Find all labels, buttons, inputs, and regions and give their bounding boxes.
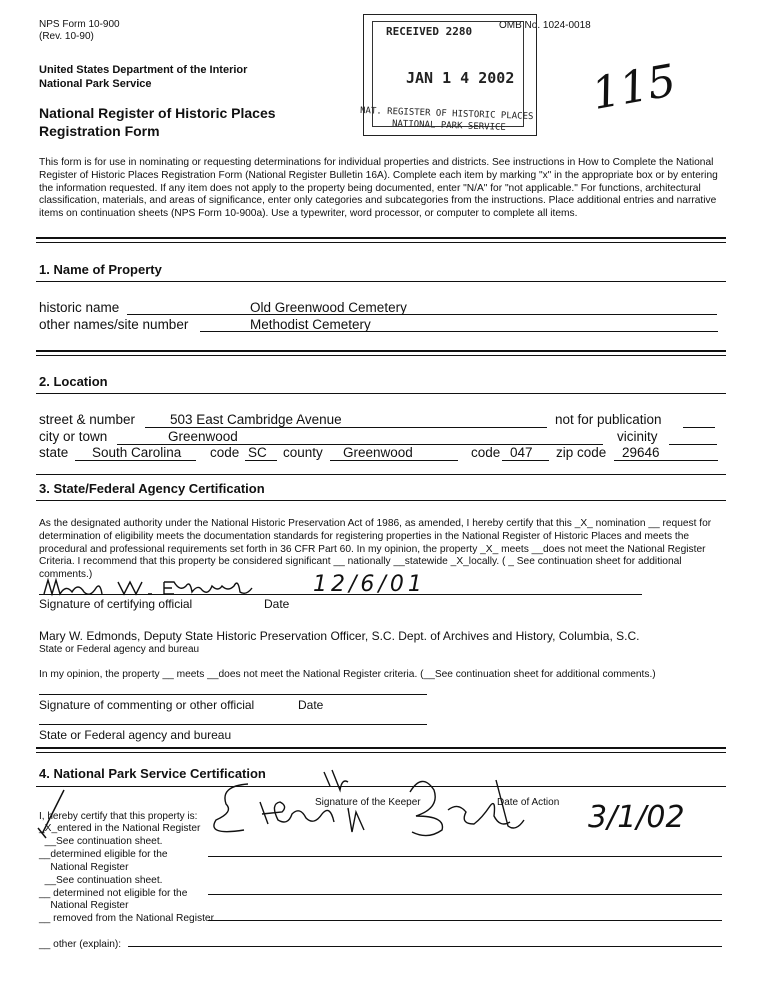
- state-label: state: [39, 445, 69, 460]
- option-see-continuation-2[interactable]: __See continuation sheet.: [39, 874, 163, 886]
- stamp-date: JAN 1 4 2002: [406, 69, 515, 87]
- zip-field[interactable]: 29646: [622, 445, 660, 460]
- divider: [36, 474, 726, 475]
- county-label: county: [283, 445, 323, 460]
- vicinity-field[interactable]: [669, 444, 717, 445]
- state-line: [75, 460, 196, 461]
- city-label: city or town: [39, 429, 108, 444]
- intro-instructions: This form is for use in nominating or requesting determinations for individual properties and districts. See instructions in How to Complete the National Register of Historic Places Registration Form (National Register Bulletin 16A). Complete each item by marking "x" in the appropriate box or by entering the information requested. If any item does not apply to the property being documented, enter "N/A" for "not applicable." For functions, architectural classification, materials, and areas of significance, enter only categories and subcategories from the instructions. Place additional entries and narrative items on continuation sheets (NPS Form 10-900a). Use a typewriter, word processor, or computer to complete all items.: [39, 157, 718, 220]
- county-code-field[interactable]: 047: [510, 445, 533, 460]
- state-code-field[interactable]: SC: [248, 445, 267, 460]
- historic-name-field[interactable]: Old Greenwood Cemetery: [250, 300, 407, 315]
- state-code-label: code: [210, 445, 240, 460]
- commenting-signature-line[interactable]: [39, 694, 427, 695]
- nps-line-1[interactable]: [208, 856, 722, 857]
- certifying-signature-line[interactable]: [39, 594, 642, 595]
- received-stamp: [359, 14, 537, 136]
- other-names-label: other names/site number: [39, 317, 189, 332]
- option-not-eligible[interactable]: __ determined not eligible for the: [39, 887, 188, 899]
- section1-heading: 1. Name of Property: [39, 262, 162, 277]
- option-entered[interactable]: _X_entered in the National Register: [39, 823, 201, 834]
- stamp-received: RECEIVED 2280: [386, 25, 473, 38]
- nps-line-3[interactable]: [208, 920, 722, 921]
- state-agency-label: State or Federal agency and bureau: [39, 644, 200, 655]
- divider: [36, 747, 726, 749]
- opinion-text: In my opinion, the property __ meets __does not meet the National Register criteria. (__See continuation sheet for additional comments.): [39, 669, 656, 680]
- divider: [36, 786, 726, 787]
- vicinity-label: vicinity: [617, 429, 658, 444]
- keeper-signature-label: Signature of the Keeper: [315, 797, 421, 808]
- not-for-publication-label: not for publication: [555, 412, 662, 427]
- divider: [36, 752, 726, 753]
- certifying-date-label: Date: [264, 597, 290, 611]
- divider: [36, 281, 726, 282]
- divider: [36, 500, 726, 501]
- option-removed[interactable]: __ removed from the National Register: [39, 913, 214, 925]
- county-code-label: code: [471, 445, 501, 460]
- agency-bureau-label: State or Federal agency and bureau: [39, 728, 232, 742]
- handwritten-action-date: 3/1/02: [588, 800, 685, 835]
- option-determined-eligible[interactable]: __determined eligible for the: [39, 848, 168, 860]
- certifying-official-name: Mary W. Edmonds, Deputy State Historic Preservation Officer, S.C. Dept. of Archives and History, Columbia, S.C.: [39, 629, 640, 643]
- county-line: [330, 460, 458, 461]
- divider: [36, 350, 726, 352]
- stamp-line2: NATIONAL PARK SERVICE: [391, 119, 506, 133]
- divider: [36, 237, 726, 239]
- commenting-signature-label: Signature of commenting or other official: [39, 698, 255, 712]
- spacer: [39, 926, 214, 939]
- stamp-line1: NAT. REGISTER OF HISTORIC PLACES: [359, 105, 534, 123]
- handwritten-date: 12/6/01: [313, 572, 426, 597]
- agency-line1: United States Department of the Interior: [39, 64, 248, 76]
- state-field[interactable]: South Carolina: [92, 445, 182, 460]
- nps-line-2[interactable]: [208, 894, 722, 895]
- omb-number: OMB No. 1024-0018: [499, 20, 591, 31]
- not-for-publication-field[interactable]: [683, 427, 715, 428]
- agency-line2: National Park Service: [39, 78, 152, 90]
- section2-heading: 2. Location: [39, 374, 108, 389]
- divider: [36, 355, 726, 356]
- form-title: National Register of Historic Places: [39, 105, 276, 121]
- section4-heading: 4. National Park Service Certification: [39, 766, 266, 781]
- street-line: [145, 427, 547, 428]
- section3-heading: 3. State/Federal Agency Certification: [39, 481, 265, 496]
- option-determined-eligible-cont: National Register: [39, 861, 129, 873]
- street-field[interactable]: 503 East Cambridge Avenue: [170, 412, 342, 427]
- certification-text: As the designated authority under the National Historic Preservation Act of 1986, as amended, I hereby certify that this _X_ nomination __ request for determination of eligibility meets the documentation standards for registering properties in the National Register of Historic Places and meets the procedural and professional requirements set forth in 36 CFR Part 60. In my opinion, the property _X_ meets __does not meet the National Register Criteria. I recommend that this property be considered significant __ nationally __statewide _X_locally. ( _ See continuation sheet for additional comments.): [39, 518, 712, 581]
- nps-cert-intro: I, hereby certify that this property is:: [39, 811, 198, 822]
- street-label: street & number: [39, 412, 136, 427]
- form-subtitle: Registration Form: [39, 123, 160, 139]
- state-code-line: [245, 460, 277, 461]
- divider: [36, 242, 726, 243]
- option-not-eligible-cont: National Register: [39, 900, 129, 912]
- nps-options-list: [39, 823, 214, 952]
- divider: [36, 393, 726, 394]
- certifying-signature-label: Signature of certifying official: [39, 597, 193, 611]
- option-other[interactable]: __ other (explain):: [39, 939, 122, 951]
- county-field[interactable]: Greenwood: [343, 445, 413, 460]
- date-of-action-label: Date of Action: [497, 797, 560, 808]
- option-see-continuation-1[interactable]: __See continuation sheet.: [39, 835, 163, 847]
- nps-line-4[interactable]: [128, 946, 722, 947]
- zip-label: zip code: [556, 445, 607, 460]
- form-number: NPS Form 10-900: [39, 19, 120, 30]
- agency-line[interactable]: [39, 724, 427, 725]
- handwritten-number: 115: [588, 55, 680, 120]
- historic-name-line: [127, 314, 717, 315]
- commenting-date-label: Date: [298, 698, 324, 712]
- historic-name-label: historic name: [39, 300, 120, 315]
- form-revision: (Rev. 10-90): [39, 31, 94, 42]
- zip-line: [614, 460, 718, 461]
- county-code-line: [502, 460, 549, 461]
- other-names-field[interactable]: Methodist Cemetery: [250, 317, 371, 332]
- city-field[interactable]: Greenwood: [168, 429, 238, 444]
